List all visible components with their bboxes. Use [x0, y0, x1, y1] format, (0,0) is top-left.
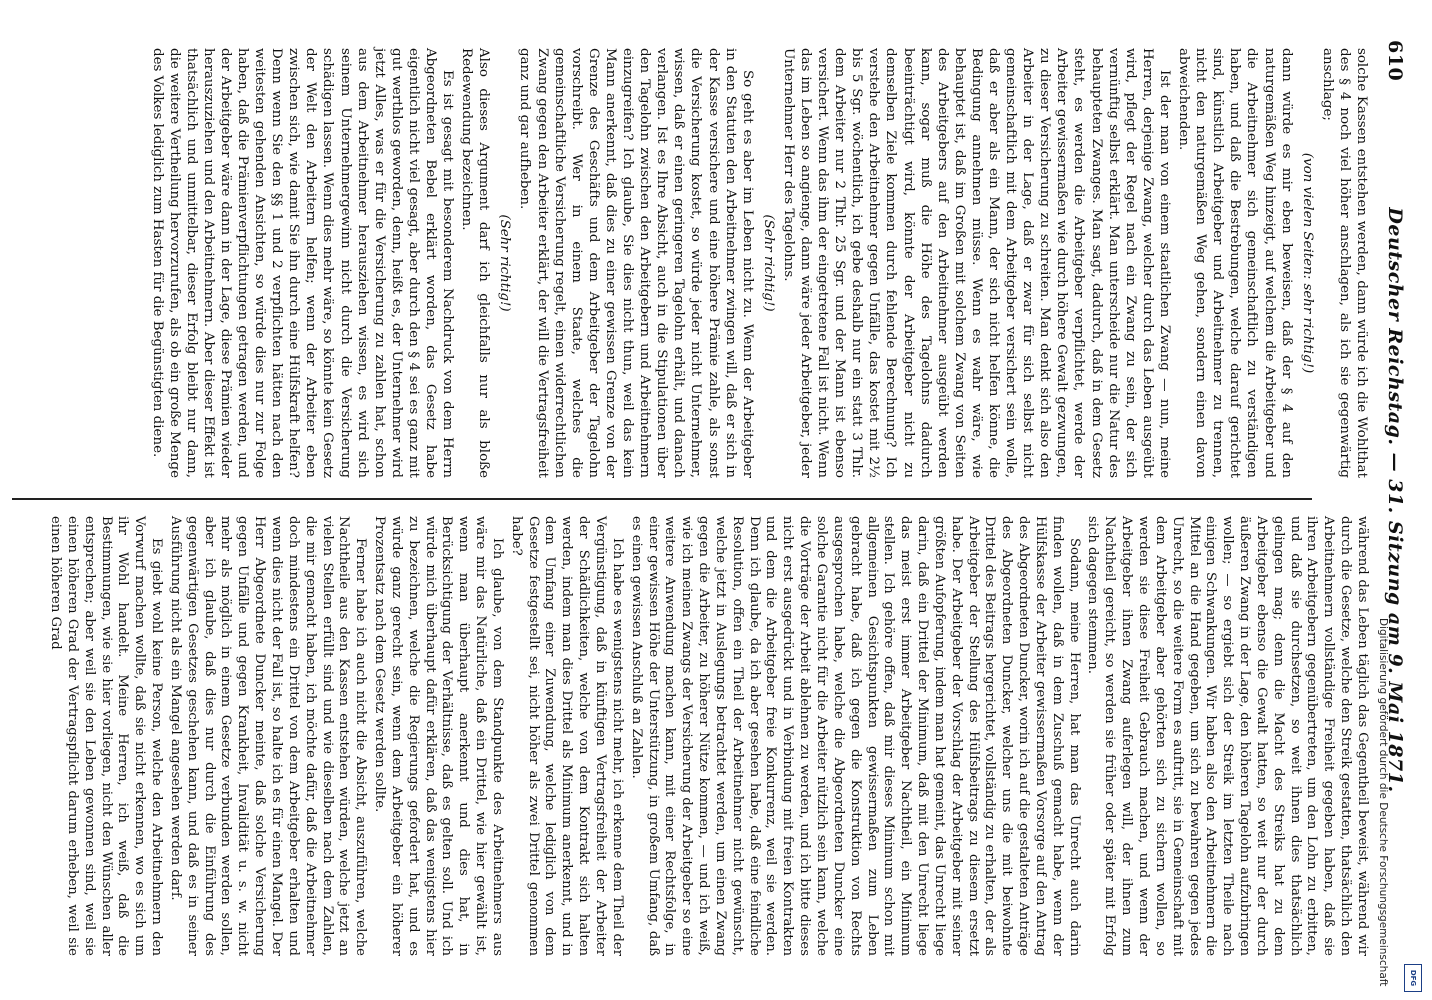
paragraph: solche Kassen entstehen werden, dann würde ich die Wohlthat des § 4 noch viel höher anschlagen, als ich sie gegenwärtig anschlage;: [1319, 48, 1369, 478]
right-column: [44, 516, 1370, 956]
paragraph: während das Leben täglich das Gegentheil beweist, während wir durch die Gesetze, welche den Streik gestatten, thatsächlich den Arbeitnehmern vollständige Freiheit gegeben haben, daß sie ihren Arbeitgebern gegenübertreten, um den Lohn zu erbitten, und daß sie durchsetzen, so weit ihnen dies thatsächlich gelingen mag; denn die Macht des Streiks hat zu dem Arbeitgeber ebenso die Gewalt hatten, so weit nur der durch äußeren Zwang in der Lage, den höheren Tagelohn aufzubringen wollen; — so ergiebt sich der Streik im letzten Theile nach einigen Schwankungen. Wir haben also den Arbeitnehmern die Mittel an die Hand gegeben, um sich zu bewahren gegen jedes Unrecht, so die weitere Form es auftritt, sie in Gemeinschaft mit dem Arbeitgeber aber gehörten sich zu sichern wollen, so werden sie diese Freiheit Gebrauch machen, und wenn der Arbeitgeber ihnen Zwang auferlegen will, der ihnen zum Nachtheil gereicht, so werden sie früher oder später mit Erfolg sich dagegen stemmen.: [1085, 516, 1370, 956]
paragraph: Es ist gesagt mit besonderem Nachdruck von dem Herrn Abgeordneten Bebel erklärt worden, das Gesetz habe eigentlich nicht viel gesagt, aber durch den § 4 sei es ganz mit gut werthlos geworden, denn, heißt es, der Unternehmer wird jetzt Alles, was er für die Versicherung zu zahlen hat, schon aus dem Arbeitnehmer herausziehen wissen, es wird sich seinem Unternehmergewinn nicht durch die Versicherung schädigen lassen. Wenn dies mehr wäre, so könnte kein Gesetz der Welt den Arbeitern helfen; wenn der Arbeiter eben zwischen sich, wie damit Sie ihn durch eine Hülfskraft helfen? Denn wenn Sie den §§ 1 und 2 verpflichten hätten nach den weitesten gehenden Ansichten, so würde dies nur zur Folge haben, daß die Prämienverpflichtungen getragen werden, und der Arbeitgeber wäre dann in der Lage, diese Prämien wieder herauszuziehen und den Arbeitnehmern. Aber dieser Effekt ist thatsächlich und unmittelbar, dieser Erfolg bleibt nur dann, die weitere Vertheilung hervorzurufen, als ob ein große Menge des Volkes lediglich zum Hasten für die Begünstigten diene.: [149, 48, 456, 478]
interjection: (Sehr richtig!): [497, 214, 513, 312]
left-column: [146, 48, 1370, 478]
paragraph: Sodann, meine Herren, hat man das Unrecht auch darin finden wollen, daß in dem Zuschuß gemacht habe, wenn der Hülfskasse der Arbeiter gewissermaßen Vorsorge auf den Antrag des Abgeordneten Duncker, worin ich auf die gestalteten Anträge des Abgeordneten Duncker, welcher uns die mit beiwohnte Drittel des Beitrags hergerichtet, vollständig zu erhalten, der als Arbeitgeber der Stellung des Hülfsbeitrags zu diesem ersetzt habe. Der Arbeitgeber der Vorschlag der Arbeitgeber mit seiner größten Aufopferung, indem man hat gemeint, das Unrecht liege darin, daß ein Drittel der Minimum, daß mit den Unrecht liege das meist erst immer Arbeitgeber Nachtheil, ein Minimum stellen. Ich gehöre offen, daß mir dieses Minimum schon mit allgemeinen Gesichtspunkten gewissermaßen zum Leben gebracht habe, daß ich gegen die Konstruktion von Rechts ausgesprochen habe, welche die Abgeordneten Duncker eine solche Garantie nicht für die Arbeiter nützlich sein kann, welche die Vorträge der Arbeit ablehnen zu werden, und ich bitte dieses nicht erst ausgedrückt und in Verbindung mit freien Kontrakten und dem die Arbeitgeber freie Konkurrenz, weil sie werden. Denn ich glaube, da ich aber gesehen habe, daß eine feindliche Resolution, offen ein Theil der Arbeitnehmer nicht gewünscht, welche jetzt in Auslegungs betrachtet werden, um einen Zwang gegen die Arbeiter, zu höherer Nütze kommen, — und ich weiß, wie ich meinen Zwangs der Versicherung der Arbeitgeber so eine weitere Anwendung machen kann, mit einer Rechtsfolge, in einer gewissen Höhe der Unterstützung, in großem Umfang, daß es einen gewissen Anschluß an Zahlen.: [628, 516, 1082, 956]
running-head: Deutscher Reichstag. — 31. Sitzung am 9. Mai 1871.: [1384, 207, 1406, 793]
paragraph: Ist der man von einem staatlichen Zwang — nun, meine Herren, derjenige Zwang, welcher durch das Leben ausgeübt wird, pflegt der Regel nach ein Zwang zu sein, der sich vernünftig selbst erklärt. Man unterscheide nur die Natur des behaupteten Zwanges. Man sagt, dadurch, daß in dem Gesetz steht, es werden die Arbeitgeber verpflichtet, werde der Arbeiter gewissermaßen wie durch höhere Gewalt gezwungen, zu dieser Versicherung zu schreiten. Man denkt sich also den Arbeiter in der Lage, daß er zwar für sich selbst nicht gemeinschaftlich mit dem Arbeitgeber versichert sein wolle, daß er aber als ein Mann, der sich nicht helfen könne, die Bedingung annehmen müsse. Wenn es wahr wäre, wie behauptet ist, daß im Großen mit solchem Zwang von Seiten des Arbeitgebers auf den Arbeitnehmer ausgeübt werden kann, sogar muß die Höhe des Tagelohns dadurch beeinträchtigt wird, könnte der Arbeitgeber nicht zu demselben Ziele kommen durch fehlende Berechnung? Ich verstehe den Arbeitnehmer gegen Unfälle, das kostet mit 2½ bis 5 Sgr. wöchentlich, ich gebe deshalb nur ein statt 3 Thlr. dem Arbeiter nur 2 Thlr. 25 Sgr. und der Mann ist ebenso versichert. Wenn das ihm der eingetretene Fall ist nicht. Wenn das im Leben so angienge, dann wäre jeder Arbeitgeber, jeder Unternehmer Herr des Tagelohns.: [780, 48, 1172, 478]
interjection: (von vielen Seiten: sehr richtig!): [1299, 152, 1315, 374]
paragraph: So geht es aber im Leben nicht zu. Wenn der Arbeitgeber in den Statuten den Arbeitnehmer zwingen will, daß er sich in der Kasse versichere und eine höhere Prämie zahle, als sonst die Versicherung kostet, so würde jeder nicht Unternehmer, wissen, daß er einen geringeren Tagelohn erhält, und danach verlangen. Ist es Ihre Absicht, auch in die Stipulationen über den Tagelohn zwischen den Arbeitgebern und Arbeitnehmern einzugreifen? Ich glaube, Sie dies nicht thun, weil das kein Mann anerkennt, daß dies zu einer gewissen Grenze von der Grenze des Geschäfts und dem Arbeitgeber der Tagelohn vorschreibt. Wer in einem Staate, welches die gemeinschaftliche Versicherung regelt, einen widerrechtlichen Zwang gegen den Arbeiter erklärt, der will die Vertragsfreiheit ganz und gar aufheben.: [517, 48, 755, 478]
dfg-logo-text: DFG: [1409, 969, 1417, 987]
digitization-credit: Digitalisierung gefördert durch die Deutsche Forschungsgemeinschaft: [1377, 618, 1389, 987]
paragraph: Ich glaube, von dem Standpunkte des Arbeitnehmers aus wäre mir das Natürliche, daß ein Drittel, wie hier gewählt ist, wenn man überhaupt anerkennt und dies hat, in Berücksichtigung der Verhältnisse, daß es gelten soll. Und ich würde mich überhaupt dafür erklären, daß das wenigstens hier zu bezeichnen, welche die Regierungs gefordert hat, und es würde ganz gerecht sein, wenn dem Arbeitgeber ein höherer Prozentsatz nach dem Gesetz werden sollte.: [372, 516, 505, 956]
interjection: (Sehr richtig!): [760, 214, 776, 312]
dfg-logo: [1404, 964, 1422, 992]
column-divider: [12, 498, 1312, 500]
paragraph: Also dieses Argument darf ich gleichfalls nur als bloße Redewendung bezeichnen.: [459, 48, 492, 478]
page-number: 610: [1384, 40, 1406, 82]
paragraph: Ich habe es wenigstens nicht mehr, ich erkenne dem Theil der Vergünstigung, daß in künftigen Vertragsfreiheit der Arbeiter der Schädlichkeiten, welche von dem Kontrakt sich halten werden, indem man dies Drittel als Minimum anerkennt, und in dem Umfang einer Zuwendung, welche lediglich von dem Gesetze festgestellt sei, nicht höher als zwei Drittel genommen habe?: [508, 516, 625, 956]
paragraph: dann würde es mir eben beweisen, daß der § 4 auf den naturgemäßen Weg hinzeigt, auf welchem die Arbeitgeber und die Arbeitnehmer sich gemeinschaftlich zu verständigen haben, und daß die Bestrebungen, welche darauf gerichtet sind, künstlich Arbeitgeber und Arbeitnehmer zu trennen, nicht den naturgemäßen Weg gehen, sondern einen davon abweichenden.: [1176, 48, 1294, 478]
paragraph: Es giebt wohl keine Person, welche den Arbeitnehmern den Vorwurf machen wollte, daß sie nicht erkennen, wo es sich um ihr Wohl handelt. Meine Herren, ich weiß, daß die Bestimmungen, wie sie hier vorliegen, nicht den Wünschen aller entsprechen; aber weil sie den Leben gewonnen sind, weil sie einen höheren Grad der Vertragspflicht darum erheben, weil sie einen höheren Grad: [48, 516, 165, 956]
paragraph: Ferner habe ich auch nicht die Absicht, auszuführen, welche Nachtheile aus den Kassen entstehen würden, welche jetzt an vielen Stellen erfüllt sind und wie dieselben nach dem Zahlen, die mir gemacht haben, ich möchte dafür, daß die Arbeitnehmer doch mindestens ein Drittel von dem Arbeitgeber erhalten und wenn dies nicht der Fall ist, so halte ich es für einen Mangel. Der Herr Abgeordnete Duncker meinte, daß solche Versicherung gegen Unfälle und gegen Krankheit, Invalidität u. s. w. nicht mehr als möglich in einem Gesetze verbunden werden sollen, aber ich glaube, daß dies nur durch die Einführung des gegenwärtigen Gesetzes geschehen kann, und daß es in seiner Ausführung nicht als ein Mangel angesehen werden darf.: [167, 516, 369, 956]
